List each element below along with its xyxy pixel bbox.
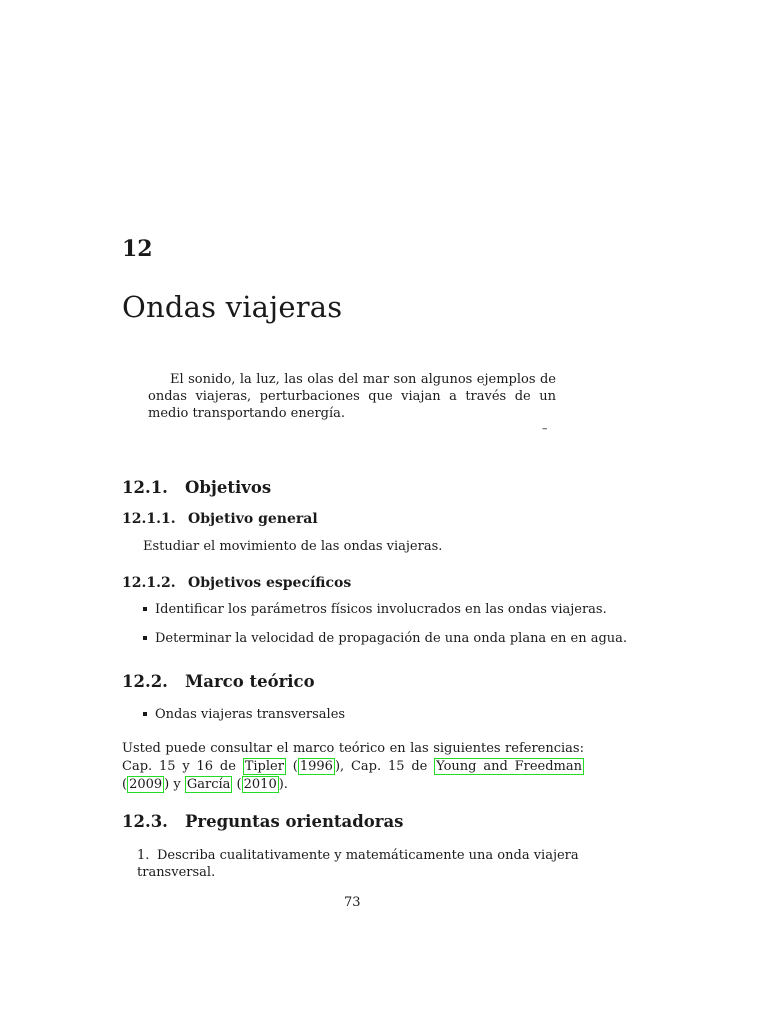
section-number: 12.1. xyxy=(122,478,168,497)
bullet-icon xyxy=(143,607,147,611)
section-title: Objetivos xyxy=(185,478,272,497)
section-marco-teorico xyxy=(122,672,315,691)
section-title: Preguntas orientadoras xyxy=(185,812,404,831)
list-item: Ondas viajeras transversales xyxy=(143,706,345,723)
objetivo-general-text: Estudiar el movimiento de las ondas viajeras. xyxy=(143,539,443,554)
subsection-number: 12.1.1. xyxy=(122,511,176,527)
epigraph xyxy=(148,371,556,422)
subsection-objetivos-especificos xyxy=(122,575,351,591)
citation-link-tipler-year[interactable]: 1996 xyxy=(299,759,333,774)
list-item: 1. Describa cualitativamente y matemáticamente una onda viajera transversal. xyxy=(137,848,579,880)
section-number: 12.2. xyxy=(122,672,168,691)
section-objetivos xyxy=(122,478,271,497)
list-item: Identificar los parámetros físicos involucrados en las ondas viajeras. xyxy=(143,601,607,618)
epigraph-text: El sonido, la luz, las olas del mar son algunos ejemplos de ondas viajeras, perturbaciones que viajan a través de un medio transportando energía. xyxy=(148,372,556,421)
citation-link-young-freedman-year[interactable]: 2009 xyxy=(129,777,163,792)
subsection-objetivo-general xyxy=(122,511,318,527)
subsection-title: Objetivos específicos xyxy=(188,575,352,591)
chapter-number: 12 xyxy=(122,236,153,262)
subsection-title: Objetivo general xyxy=(188,511,318,527)
citation-link-garcia-year[interactable]: 2010 xyxy=(243,777,277,792)
references-paragraph: Usted puede consultar el marco teórico en las siguientes referencias: Cap. 15 y 16 de Tipler ( 1996 ), Cap. 15 de Young and Freedman ( 2009 ) y García ( 2010 ). xyxy=(122,741,584,792)
citation-link-garcia[interactable]: García xyxy=(186,777,231,792)
citation-link-young-freedman[interactable]: Young and Freedman xyxy=(436,759,582,774)
page-number: 73 xyxy=(344,895,361,910)
list-item: Determinar la velocidad de propagación de una onda plana en en agua. xyxy=(143,630,627,647)
subsection-number: 12.1.2. xyxy=(122,575,176,591)
chapter-title: Ondas viajeras xyxy=(122,290,343,324)
bullet-icon xyxy=(143,712,147,716)
bullet-icon xyxy=(143,636,147,640)
citation-link-tipler[interactable]: Tipler xyxy=(244,759,284,774)
epigraph-dash: – xyxy=(542,422,548,435)
section-number: 12.3. xyxy=(122,812,168,831)
section-preguntas-orientadoras xyxy=(122,812,403,831)
list-number: 1. xyxy=(137,848,150,863)
section-title: Marco teórico xyxy=(185,672,315,691)
